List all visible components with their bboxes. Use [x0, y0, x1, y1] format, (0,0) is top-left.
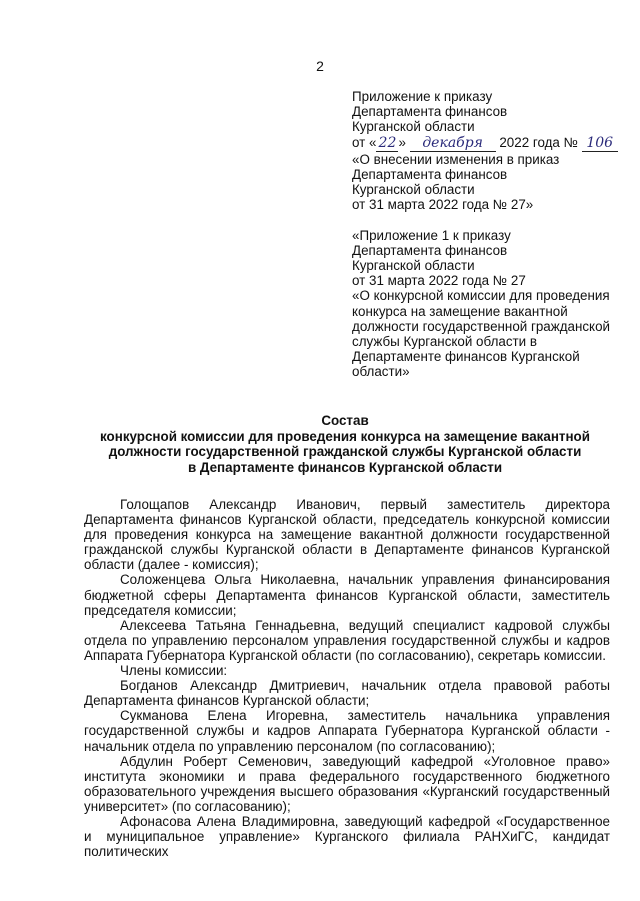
title-line: в Департаменте финансов Курганской области [187, 459, 503, 475]
paragraph: Богданов Александр Дмитриевич, начальник отдела правовой работы Департамента финансов Курганской области; [84, 678, 610, 709]
paragraph: Алексеева Татьяна Геннадьевна, ведущий специалист кадровой службы отдела по управлению персоналом управления государственной службы и кадров Аппарата Губернатора Курганской области (по согласованию), секретарь комиссии. [84, 617, 610, 663]
order-date-line [352, 135, 612, 152]
appendix-line: должности государственной гражданской [352, 318, 610, 334]
appendix-line: от 31 марта 2022 года № 27» [352, 197, 534, 213]
title-line: Состав [321, 413, 369, 428]
document-body [84, 497, 610, 859]
paragraph: Афонасова Алена Владимировна, заведующий кафедрой «Государственное и муниципальное управление» Курганского филиала РАНХиГС, кандидат политических [84, 813, 610, 860]
paragraph: Голощапов Александр Иванович, первый заместитель директора Департамента финансов Курганской области, председатель конкурсной комиссии для проведения конкурса на замещение вакантной должности государственной гражданской службы Курганской области в Департаменте финансов Курганской области (далее - комиссия); [84, 497, 610, 573]
date-year: 2022 года № [495, 134, 582, 150]
appendix-line: Департамента финансов [352, 167, 508, 183]
appendix-line: Курганской области [352, 119, 475, 135]
appendix-line: службы Курганской области в [352, 334, 537, 350]
appendix-line: Департаменте финансов Курганской [352, 349, 580, 365]
appendix-line: «О внесении изменения в приказ [352, 151, 560, 167]
paragraph: Соложенцева Ольга Николаевна, начальник управления финансирования бюджетной сферы Департамента финансов Курганской области, заместитель председателя комиссии; [84, 572, 610, 618]
paragraph: Сукманова Елена Игоревна, заместитель начальника управления государственной службы и кадров Аппарата Губернатора Курганской области - начальник отдела по управлению персоналом (по согласованию); [84, 708, 610, 754]
document-title [80, 413, 610, 475]
appendix-line: области» [352, 364, 410, 380]
appendix-block [352, 89, 612, 380]
appendix-line: Департамента финансов [352, 104, 508, 120]
appendix-line: «О конкурсной комиссии для проведения [352, 288, 610, 304]
appendix-line: Департамента финансов [352, 242, 508, 258]
appendix-line: «Приложение 1 к приказу [352, 227, 511, 243]
title-line: должности государственной гражданской службы Курганской области [108, 444, 582, 459]
appendix-line: Курганской области [352, 182, 475, 198]
date-mid: » [398, 134, 410, 150]
appendix-line: конкурса на замещение вакантной [352, 303, 568, 319]
handwritten-order-number: 106 [582, 136, 618, 152]
paragraph: Абдулин Роберт Семенович, заведующий кафедрой «Уголовное право» института экономики и права федерального государственного бюджетного образовательного учреждения высшего образования «Курганский государственный университет» (по согласованию); [84, 753, 610, 814]
page-number: 2 [316, 58, 324, 74]
appendix-line: от 31 марта 2022 года № 27 [352, 273, 526, 289]
handwritten-month: декабря [410, 136, 496, 152]
title-line: конкурсной комиссии для проведения конкурса на замещение вакантной [100, 428, 590, 444]
paragraph: Члены комиссии: [120, 663, 228, 679]
appendix-line: Курганской области [352, 258, 475, 274]
handwritten-day: 22 [376, 136, 398, 152]
appendix-line: Приложение к приказу [352, 89, 493, 104]
date-prefix: от « [352, 134, 377, 150]
